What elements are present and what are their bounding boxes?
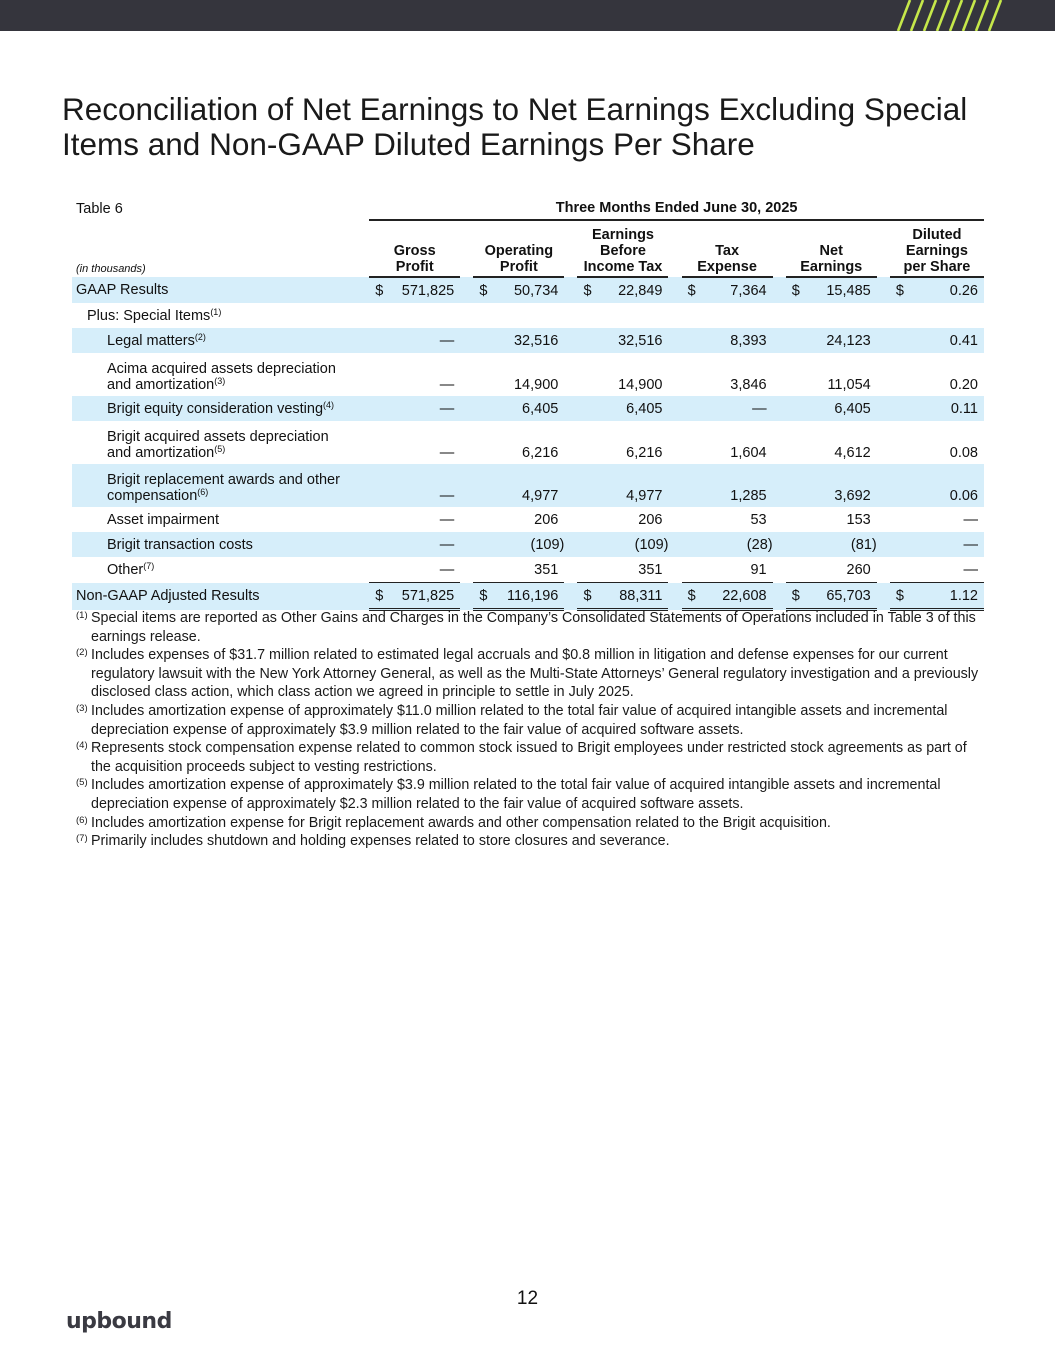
table-cell: (81)	[806, 532, 877, 557]
table-cell: 8,393	[702, 328, 773, 353]
footnote: (1) Special items are reported as Other Gains and Charges in the Company’s Consolidated Statements of Operations included in Table 3 of this earnings release.	[76, 610, 976, 645]
footnote: (4) Represents stock compensation expense related to common stock issued to Brigit employees under restricted stock agreements as part of the acquisition proceeds subject to vesting restrictions.	[76, 740, 967, 775]
table-cell: 88,311	[598, 583, 669, 610]
row-label: GAAP Results	[72, 277, 365, 303]
table-row	[72, 532, 984, 557]
footnote: (7) Primarily includes shutdown and holding expenses related to store closures and severance.	[76, 833, 670, 850]
table-cell: 206	[638, 511, 663, 528]
column-header-net-earnings: Net Earnings	[786, 220, 877, 277]
table-row-total: Non-GAAP Adjusted Results $ 571,825 $ 116,196 $ 88,311 $ 22,608 $ 65,703 $ 1.12	[72, 583, 984, 610]
footnotes	[76, 609, 981, 851]
footnote: (2) Includes expenses of $31.7 million related to estimated legal accruals and $0.8 million in litigation and defense expenses for our current regulatory lawsuit with the New York Attorney General, as well as the Multi-State Attorneys’ General regulatory investigation and a previously disclosed class action, which class action we agreed in principle to settle in July 2025.	[76, 647, 979, 701]
table-cell: 14,900	[513, 377, 559, 393]
table-row	[72, 421, 984, 464]
row-label: Acima acquired assets depreciation and amortization$^{(3)}$	[107, 361, 336, 393]
column-header-gross-profit: Gross Profit	[369, 220, 460, 277]
table-cell: 4,977	[598, 464, 669, 507]
column-header-tax-expense: Tax Expense	[682, 220, 773, 277]
table-cell: —	[963, 561, 978, 578]
table-cell: 0.08	[949, 445, 978, 461]
table-cell: 53	[750, 511, 767, 528]
table-cell: 6,405	[598, 396, 669, 421]
page-number: 12	[516, 1288, 539, 1309]
table-cell: 50,734	[494, 277, 565, 303]
table-cell: 0.11	[910, 396, 984, 421]
table-cell: 7,364	[702, 277, 773, 303]
row-label: Asset impairment	[107, 511, 220, 528]
table-cell: —	[910, 532, 984, 557]
table-cell: 6,405	[494, 396, 565, 421]
table-cell: 22,608	[702, 583, 773, 610]
table-cell: —	[389, 532, 460, 557]
row-label: Non-GAAP Adjusted Results	[72, 583, 365, 610]
table-cell: —	[963, 511, 978, 528]
table-cell: 6,216	[522, 445, 559, 461]
table-cell: 6,405	[806, 396, 877, 421]
footnote: (6) Includes amortization expense for Brigit replacement awards and other compensation related to the Brigit acquisition.	[76, 814, 831, 831]
table-cell: 4,612	[834, 445, 871, 461]
row-label: Other$^{(7)}$	[107, 560, 155, 578]
decorative-stripes-icon	[890, 0, 1005, 31]
table-cell: 15,485	[806, 277, 877, 303]
page-title: Reconciliation of Net Earnings to Net Earnings Excluding Special Items and Non-GAAP Diluted Earnings Per Share	[62, 91, 968, 162]
row-label: Plus: Special Items$^{(1)}$	[87, 306, 222, 324]
table-row	[72, 507, 984, 532]
table-cell: —	[702, 396, 773, 421]
table-cell: 24,123	[806, 328, 877, 353]
table-cell: 1.12	[910, 583, 984, 610]
table-cell: 0.06	[910, 464, 984, 507]
table-cell: 1,285	[702, 464, 773, 507]
column-header-operating-profit: Operating Profit	[473, 220, 564, 277]
table-cell: 206	[534, 511, 559, 528]
units-label: (in thousands)	[76, 263, 146, 275]
table-row	[72, 328, 984, 353]
table-cell: —	[439, 445, 455, 461]
table-label: Table 6	[76, 200, 123, 217]
table-cell: 0.20	[949, 377, 978, 393]
table-cell: —	[389, 464, 460, 507]
table-cell: —	[439, 511, 455, 528]
table-cell: 571,825	[389, 277, 460, 303]
table-cell: —	[439, 377, 455, 393]
table-cell: (109)	[494, 532, 565, 557]
table-cell: 351	[638, 561, 663, 578]
table-cell: —	[389, 396, 460, 421]
table-cell: 3,692	[806, 464, 877, 507]
table-cell: 32,516	[598, 328, 669, 353]
row-label: Brigit equity consideration vesting$^{(4)}$	[72, 396, 365, 421]
table-row	[72, 303, 984, 328]
header-bar	[0, 0, 1055, 31]
table-cell: 260	[846, 561, 871, 578]
table-cell: 91	[750, 561, 767, 578]
footnote: (5) Includes amortization expense of approximately $3.9 million related to the total fair value of acquired intangible assets and incremental depreciation expense of approximately $2.3 million related to the fair value of acquired software assets.	[76, 777, 941, 812]
row-label: Brigit acquired assets depreciation and amortization$^{(5)}$	[107, 429, 329, 461]
table-cell: (109)	[598, 532, 669, 557]
table-cell: 571,825	[389, 583, 460, 610]
table-cell: —	[439, 561, 455, 578]
table-cell: 116,196	[494, 583, 565, 610]
table-cell: 3,846	[730, 377, 767, 393]
company-logo: upbound	[66, 1309, 172, 1334]
table-cell: 1,604	[730, 445, 767, 461]
table-cell: 11,054	[827, 377, 871, 393]
row-label: Brigit transaction costs	[72, 532, 365, 557]
row-label: Brigit replacement awards and other compensation$^{(6)}$	[72, 464, 365, 507]
table-cell: 6,216	[626, 445, 663, 461]
table-cell: 153	[846, 511, 871, 528]
table-cell: 351	[534, 561, 559, 578]
table-cell: 22,849	[598, 277, 669, 303]
table-row	[72, 557, 984, 583]
table-cell: 14,900	[618, 377, 663, 393]
reconciliation-table	[72, 197, 984, 611]
table-cell: (28)	[702, 532, 773, 557]
column-header-diluted-eps: Diluted Earnings per Share	[890, 220, 984, 277]
table-cell: 65,703	[806, 583, 877, 610]
table-row: GAAP Results $ 571,825 $ 50,734 $ 22,849 $ 7,364 $ 15,485 $ 0.26	[72, 277, 984, 303]
table-cell: 0.26	[910, 277, 984, 303]
table-cell: —	[389, 328, 460, 353]
table-row	[72, 464, 984, 507]
table-row	[72, 396, 984, 421]
column-header-earnings-before-income-tax: Earnings Before Income Tax	[577, 220, 668, 277]
period-header: Three Months Ended June 30, 2025	[369, 197, 984, 220]
table-row	[72, 353, 984, 396]
table-cell: 32,516	[494, 328, 565, 353]
table-cell: 0.41	[910, 328, 984, 353]
table-cell: 4,977	[494, 464, 565, 507]
footnote: (3) Includes amortization expense of approximately $11.0 million related to the total fair value of acquired intangible assets and incremental depreciation expense of approximately $3.9 million related to the fair value of acquired software assets.	[76, 702, 948, 738]
row-label: Legal matters$^{(2)}$	[72, 328, 365, 353]
